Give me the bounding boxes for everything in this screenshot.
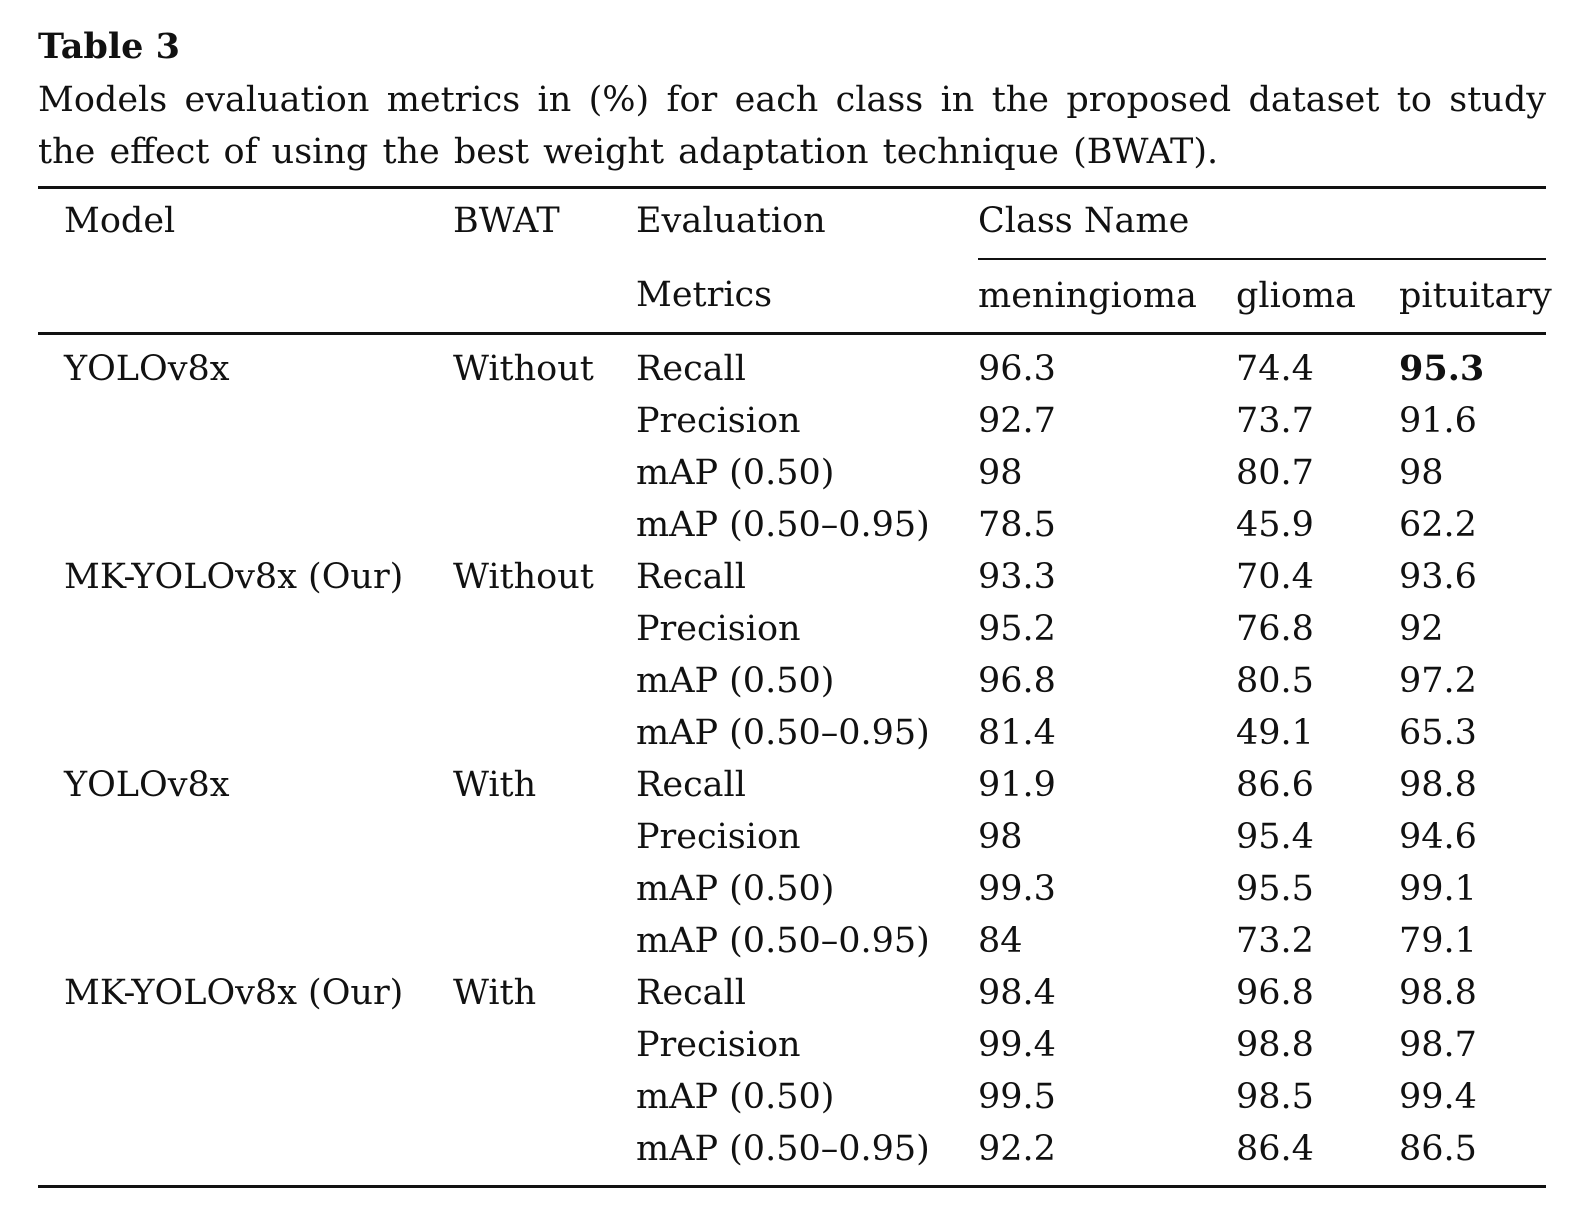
cell-metric: mAP (0.50)	[636, 453, 835, 493]
table-row	[38, 863, 1546, 915]
cell-pituitary: 93.6	[1399, 557, 1477, 597]
table-row	[38, 707, 1546, 759]
cell-meningioma: 96.3	[978, 349, 1056, 389]
cell-meningioma: 81.4	[978, 713, 1056, 753]
cell-metric: Recall	[636, 765, 746, 805]
cell-metric: Precision	[636, 401, 801, 441]
cell-metric: Recall	[636, 349, 746, 389]
results-table	[38, 189, 1552, 1188]
cell-glioma: 98.8	[1236, 1025, 1314, 1065]
table-row	[38, 447, 1546, 499]
cell-pituitary: 99.4	[1399, 1077, 1477, 1117]
cell-glioma: 80.5	[1236, 661, 1314, 701]
cell-bwat	[453, 1123, 636, 1187]
cell-model	[38, 1071, 453, 1123]
cell-glioma: 73.7	[1236, 401, 1314, 441]
cell-metric: mAP (0.50)	[636, 1077, 835, 1117]
cell-bwat	[453, 447, 636, 499]
cell-bwat: With	[453, 973, 537, 1013]
cell-meningioma: 92.2	[978, 1123, 1236, 1187]
header-row-2	[38, 259, 1546, 334]
cell-bwat	[453, 655, 636, 707]
cell-glioma: 70.4	[1236, 557, 1314, 597]
header-pituitary: pituitary	[1399, 259, 1546, 334]
cell-meningioma: 99.4	[978, 1025, 1056, 1065]
cell-meningioma: 96.8	[978, 661, 1056, 701]
cell-meningioma: 93.3	[978, 557, 1056, 597]
cell-metric: mAP (0.50–0.95)	[636, 921, 930, 961]
cell-pituitary: 91.6	[1399, 401, 1477, 441]
cell-glioma: 95.4	[1236, 817, 1314, 857]
cell-pituitary: 62.2	[1399, 505, 1477, 545]
cell-pituitary: 95.3	[1399, 348, 1485, 389]
cell-model	[38, 1123, 453, 1187]
cell-glioma: 98.5	[1236, 1077, 1314, 1117]
header-glioma: glioma	[1236, 259, 1399, 334]
table-row	[38, 655, 1546, 707]
cell-model	[38, 811, 453, 863]
cell-glioma: 86.6	[1236, 765, 1314, 805]
cell-metric: Precision	[636, 817, 801, 857]
table-row	[38, 1019, 1546, 1071]
cell-pituitary: 98	[1399, 453, 1444, 493]
table-figure	[38, 24, 1552, 1188]
header-class-name: Class Name	[978, 201, 1190, 241]
cell-pituitary: 98.8	[1399, 973, 1477, 1013]
cell-meningioma: 99.3	[978, 869, 1056, 909]
cell-model: MK-YOLOv8x (Our)	[64, 557, 404, 597]
cell-model: MK-YOLOv8x (Our)	[64, 973, 404, 1013]
cell-model	[38, 447, 453, 499]
cell-model	[38, 655, 453, 707]
cell-meningioma: 91.9	[978, 765, 1056, 805]
table-row	[38, 395, 1546, 447]
cell-glioma: 96.8	[1236, 973, 1314, 1013]
table-row	[38, 334, 1546, 396]
cell-metric: mAP (0.50)	[636, 869, 835, 909]
cell-pituitary: 65.3	[1399, 713, 1477, 753]
table-row	[38, 915, 1546, 967]
cell-pituitary: 98.7	[1399, 1025, 1477, 1065]
cell-glioma: 73.2	[1236, 921, 1314, 961]
table-row	[38, 499, 1546, 551]
table-row	[38, 759, 1546, 811]
cell-glioma: 76.8	[1236, 609, 1314, 649]
cell-model	[38, 707, 453, 759]
cell-pituitary: 79.1	[1399, 921, 1477, 961]
table-row	[38, 1071, 1546, 1123]
cell-bwat	[453, 1071, 636, 1123]
cell-model	[38, 395, 453, 447]
cell-model	[38, 863, 453, 915]
cell-bwat	[453, 1019, 636, 1071]
cell-metric: Precision	[636, 1025, 801, 1065]
cell-bwat	[453, 603, 636, 655]
cell-bwat: Without	[453, 349, 594, 389]
cell-bwat: Without	[453, 557, 594, 597]
header-model: Model	[64, 201, 176, 241]
cell-meningioma: 98	[978, 817, 1023, 857]
cell-model: YOLOv8x	[64, 349, 230, 389]
cell-meningioma: 78.5	[978, 505, 1056, 545]
table-body	[38, 334, 1546, 1187]
table-row	[38, 551, 1546, 603]
cell-meningioma: 99.5	[978, 1077, 1056, 1117]
cell-metric: mAP (0.50–0.95)	[636, 713, 930, 753]
cell-bwat	[453, 811, 636, 863]
cell-meningioma: 98.4	[978, 973, 1056, 1013]
cell-bwat	[453, 395, 636, 447]
cell-glioma: 80.7	[1236, 453, 1314, 493]
cell-pituitary: 94.6	[1399, 817, 1477, 857]
cell-bwat	[453, 499, 636, 551]
table-row	[38, 967, 1546, 1019]
cell-model	[38, 915, 453, 967]
cell-glioma: 86.4	[1236, 1123, 1399, 1187]
header-bwat: BWAT	[453, 201, 560, 241]
table-row	[38, 603, 1546, 655]
cell-model: YOLOv8x	[64, 765, 230, 805]
cell-meningioma: 95.2	[978, 609, 1056, 649]
header-meningioma: meningioma	[978, 259, 1236, 334]
cell-metric: Recall	[636, 557, 746, 597]
table-label: Table 3	[38, 26, 180, 67]
table-row	[38, 1123, 1546, 1187]
cell-metric: mAP (0.50)	[636, 661, 835, 701]
cell-metric: mAP (0.50–0.95)	[636, 1123, 978, 1187]
header-row-1	[38, 189, 1546, 259]
cell-metric: Recall	[636, 973, 746, 1013]
cell-meningioma: 84	[978, 921, 1023, 961]
header-metrics: Metrics	[636, 259, 978, 334]
cell-glioma: 45.9	[1236, 505, 1314, 545]
cell-bwat	[453, 915, 636, 967]
cell-model	[38, 603, 453, 655]
cell-meningioma: 98	[978, 453, 1023, 493]
cell-pituitary: 98.8	[1399, 765, 1477, 805]
table-caption: Models evaluation metrics in (%) for each class in the proposed dataset to study the effect of using the best weight adaptation technique (BWAT).	[38, 80, 1546, 172]
cell-pituitary: 97.2	[1399, 661, 1477, 701]
cell-metric: mAP (0.50–0.95)	[636, 505, 930, 545]
cell-meningioma: 92.7	[978, 401, 1056, 441]
header-evaluation: Evaluation	[636, 201, 826, 241]
cell-pituitary: 86.5	[1399, 1123, 1546, 1187]
cell-glioma: 49.1	[1236, 713, 1314, 753]
cell-model	[38, 499, 453, 551]
cell-model	[38, 1019, 453, 1071]
cell-glioma: 74.4	[1236, 349, 1314, 389]
cell-metric: Precision	[636, 609, 801, 649]
cell-glioma: 95.5	[1236, 869, 1314, 909]
cell-bwat	[453, 707, 636, 759]
cell-bwat: With	[453, 765, 537, 805]
table-row	[38, 811, 1546, 863]
cell-bwat	[453, 863, 636, 915]
cell-pituitary: 99.1	[1399, 869, 1477, 909]
cell-pituitary: 92	[1399, 609, 1444, 649]
